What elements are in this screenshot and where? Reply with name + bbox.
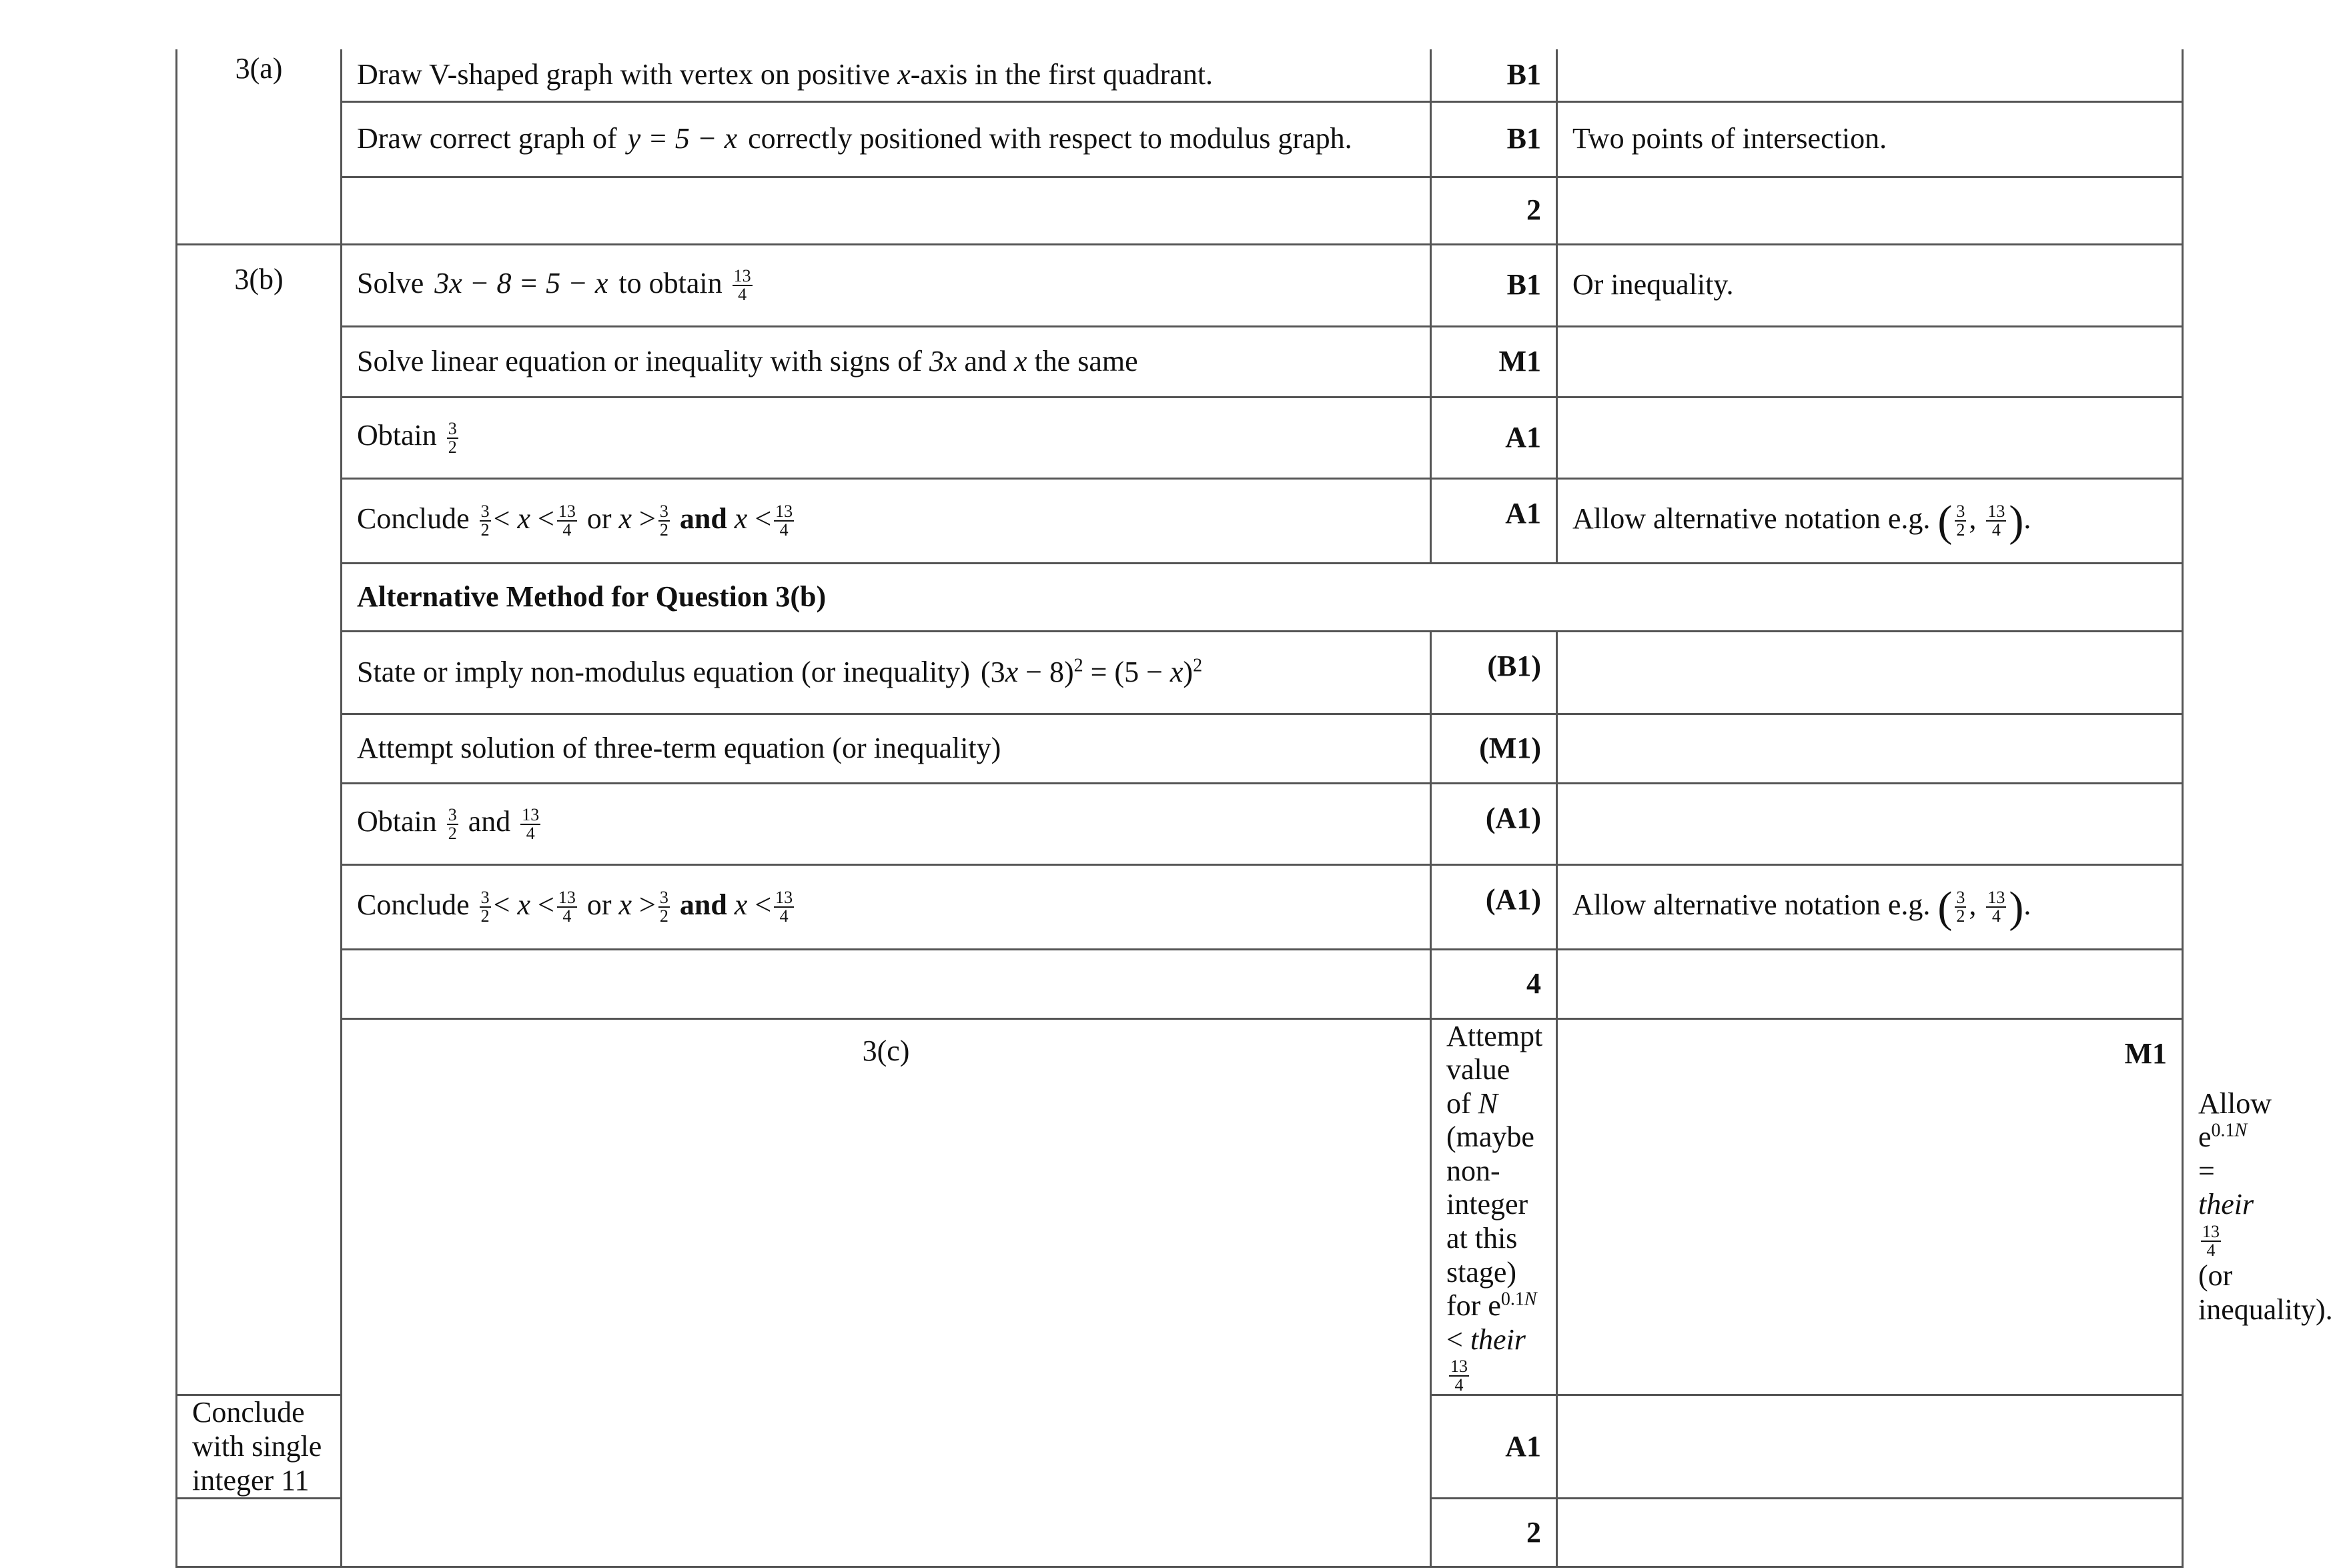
table-row (177, 631, 2183, 714)
mark-cell: (B1) (1431, 631, 1557, 714)
guidance-cell (1557, 631, 2183, 714)
mark-cell: A1 (1431, 397, 1557, 478)
mark-cell: B1 (1431, 49, 1557, 101)
answer-cell (342, 949, 1431, 1018)
mark-cell: (A1) (1431, 783, 1557, 864)
total-mark: 2 (1431, 1499, 1557, 1567)
guidance-cell (1557, 397, 2183, 478)
mark-cell: (A1) (1431, 864, 1557, 949)
table-row (177, 101, 2183, 177)
guidance-cell (1557, 49, 2183, 101)
answer-cell: Obtain $\frac{3}{2}$ (342, 397, 1431, 478)
answer-cell: Conclude $\frac{3}{2}$ < x < $\frac{13}{4}$ or x > $\frac{3}{2}$ and x < $\frac{13}{4}$ (342, 864, 1431, 949)
guidance-cell: Two points of intersection. (1557, 101, 2183, 177)
question-label: 3(a) (177, 49, 342, 244)
answer-cell: Solve 3x − 8 = 5 − x to obtain $\frac{13}{4}$ (342, 244, 1431, 326)
mark-scheme-table (175, 49, 2333, 1568)
guidance-cell: Allow alternative notation e.g. ( $\frac{3}{2}$ , $\frac{13}{4}$ ). (1557, 864, 2183, 949)
question-label: 3(c) (342, 1018, 1431, 1567)
answer-cell: State or imply non-modulus equation (or inequality) $(3x - 8)^2 = (5 - x)^2$ (342, 631, 1431, 714)
answer-cell: Conclude with single integer 11 (177, 1395, 342, 1499)
guidance-cell (1557, 177, 2183, 244)
alternative-method-heading: Alternative Method for Question 3(b) (342, 563, 2183, 631)
guidance-cell (1557, 1499, 2183, 1567)
table-row (177, 563, 2183, 631)
table-row (177, 397, 2183, 478)
answer-cell: Attempt value of N (maybe non-integer at this stage) for $e^{0.1N}$ < their $\frac{13}{4}$ (1431, 1018, 1557, 1395)
mark-cell: (M1) (1431, 714, 1557, 783)
answer-cell: Obtain $\frac{3}{2}$ and $\frac{13}{4}$ (342, 783, 1431, 864)
answer-cell (342, 177, 1431, 244)
guidance-cell: Allow alternative notation e.g. ( $\frac{3}{2}$ , $\frac{13}{4}$ ). (1557, 478, 2183, 563)
table-row: 3(c) Attempt value of N (maybe non-integer at this stage) for $e^{0.1N}$ < their $\frac{13}{4}$ M1 Allow $e^{0.1N}$ = their $\frac{13}{4}$ (or inequality). (177, 1018, 2183, 1395)
answer-cell: Attempt solution of three-term equation (or inequality) (342, 714, 1431, 783)
guidance-cell (1557, 949, 2183, 1018)
answer-cell: Conclude $\frac{3}{2}$ < x < $\frac{13}{4}$ or x > $\frac{3}{2}$ and x < $\frac{13}{4}$ (342, 478, 1431, 563)
guidance-cell (1557, 326, 2183, 397)
answer-cell: Solve linear equation or inequality with signs of 3x and x the same (342, 326, 1431, 397)
table-row (177, 783, 2183, 864)
total-mark: 4 (1431, 949, 1557, 1018)
table-row (177, 49, 2183, 101)
table-row (177, 864, 2183, 949)
guidance-cell (1557, 714, 2183, 783)
mark-cell: A1 (1431, 478, 1557, 563)
mark-cell: A1 (1431, 1395, 1557, 1499)
table-row (177, 949, 2183, 1018)
mark-cell: B1 (1431, 101, 1557, 177)
answer-cell: Draw correct graph of y = 5 − x correctly positioned with respect to modulus graph. (342, 101, 1431, 177)
answer-cell: Draw V-shaped graph with vertex on positive x-axis in the first quadrant. (342, 49, 1431, 101)
question-label: 3(b) (177, 244, 342, 1395)
guidance-cell (1557, 783, 2183, 864)
guidance-cell: Or inequality. (1557, 244, 2183, 326)
mark-cell: M1 (1557, 1018, 2183, 1395)
total-mark: 2 (1431, 177, 1557, 244)
guidance-cell (1557, 1395, 2183, 1499)
table-row (177, 714, 2183, 783)
table-row (177, 244, 2183, 326)
answer-cell (177, 1499, 342, 1567)
mark-cell: M1 (1431, 326, 1557, 397)
table-row (177, 177, 2183, 244)
table-row (177, 478, 2183, 563)
table-row (177, 326, 2183, 397)
mark-cell: B1 (1431, 244, 1557, 326)
